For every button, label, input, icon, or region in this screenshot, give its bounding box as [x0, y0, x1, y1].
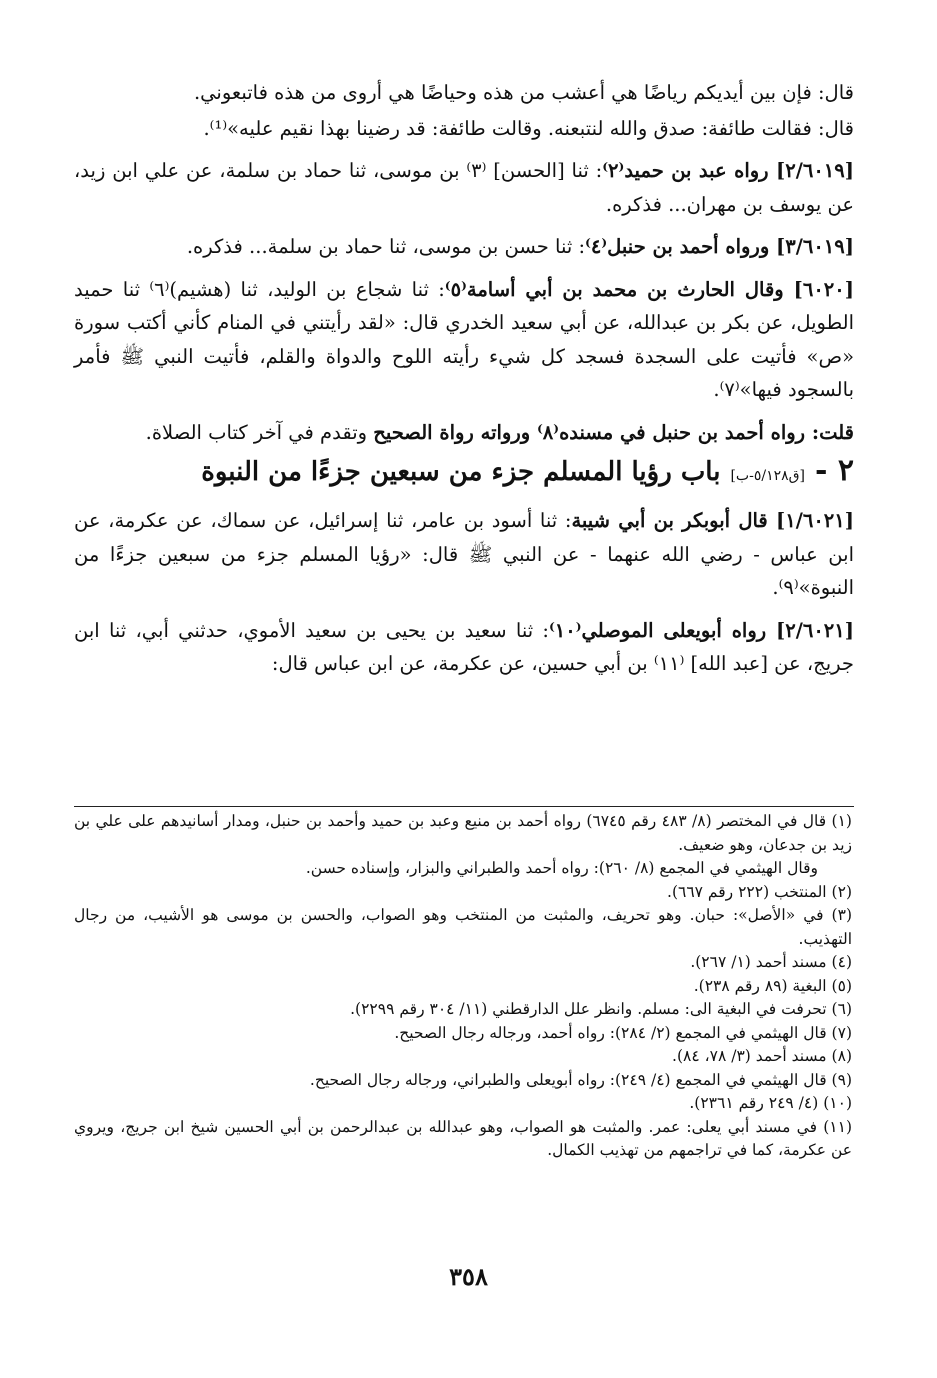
paragraph: [74, 76, 854, 110]
footnote: [74, 881, 854, 905]
footnote-number: (٥): [831, 976, 852, 995]
hadith-entry: [74, 273, 854, 407]
page-number: ٣٥٨: [449, 1262, 488, 1291]
editor-note: [74, 416, 854, 450]
footnote-text: تحرفت في البغية الى: مسلم. وانظر علل الدارقطني (١١/ ٣٠٤ رقم ٢٢٩٩).: [350, 1000, 827, 1018]
footnote-number: (٩): [831, 1070, 852, 1089]
hadith-text: : ثنا سعيد بن يحيى بن سعيد الأموي، حدثني أبي، ثنا ابن جريج، عن [عبد الله] ⁽١١⁾ بن أبي حسين، عن عكرمة، عن ابن عباس قال:: [74, 618, 854, 675]
footnote-number: (١٠): [823, 1094, 852, 1112]
manuscript-marker: [ق٥/١٢٨-ب]: [730, 468, 805, 484]
paragraph-text: قال: فقالت طائفة: صدق والله لنتبعنه. وقالت طائفة: قد رضينا بهذا نقيم عليه»⁽¹⁾.: [203, 116, 854, 140]
footnote-divider: [74, 806, 854, 807]
hadith-text: : ثنا حسن بن موسى، ثنا حماد بن سلمة... فذكره.: [186, 235, 586, 258]
chapter-title: باب رؤيا المسلم جزء من سبعين جزءًا من النبوة: [201, 457, 721, 487]
footnote-number: (٨): [831, 1047, 852, 1065]
footnote-text: قال في المختصر (٨/ ٤٨٣ رقم ٦٧٤٥) رواه أحمد بن منيع وعبد بن حميد وأحمد بن حنبل، ومدار أسانيدهم على علي بن زيد بن جدعان، وهو ضعيف.: [74, 812, 852, 854]
hadith-entry: [74, 504, 854, 605]
footnote-text: في مسند أبي يعلى: عمر. والمثبت هو الصواب، وهو عبدالله بن عبدالرحمن بن أبي الحسين شيخ ابن جريج، ويروي عن عكرمة، كما في تراجمهم من تهذيب الكمال.: [74, 1117, 852, 1159]
hadith-reference: [٢/٦٠١٩] رواه عبد بن حميد⁽٢⁾: [602, 159, 854, 182]
footnote: [74, 810, 854, 881]
footnote-text: البغية (٨٩ رقم ٢٣٨).: [693, 976, 827, 995]
main-text: [74, 76, 854, 690]
hadith-text: : ثنا شجاع بن الوليد، ثنا (هشيم)⁽٦⁾ ثنا حميد الطويل، عن بكر بن عبدالله، عن أبي سعيد الخدري قال: «لقد رأيتني في المنام كأني أكتب سورة «ص» فأتيت على السجدة فسجد كل شيء رأيته اللوح والدواة والقلم، فأتيت النبي ﷺ فأمر بالسجود فيها»⁽٧⁾.: [74, 277, 854, 401]
hadith-text: : ثنا أسود بن عامر، ثنا إسرائيل، عن سماك، عن عكرمة، عن ابن عباس - رضي الله عنهما - عن النبي ﷺ قال: «رؤيا المسلم جزء من سبعين جزءًا من النبوة»⁽٩⁾.: [74, 509, 854, 599]
footnote-number: (٧): [831, 1023, 852, 1042]
note-text: وتقدم في آخر كتاب الصلاة.: [145, 420, 374, 444]
footnote: [74, 1116, 854, 1163]
footnote-text: المنتخب (٢٢٢ رقم ٦٦٧).: [667, 882, 827, 901]
hadith-reference: [٢/٦٠٢١] رواه أبويعلى الموصلي⁽١٠⁾: [548, 618, 854, 642]
footnote-text: (٤/ ٢٤٩ رقم ٢٣٦١).: [689, 1094, 819, 1112]
hadith-reference: [٦٠٢٠] وقال الحارث بن محمد بن أبي أسامة⁽٥⁾: [444, 277, 854, 301]
hadith-entry: [74, 230, 854, 264]
hadith-reference: [١/٦٠٢١] قال أبوبكر بن أبي شيبة: [571, 509, 854, 532]
footnote-continuation: وقال الهيثمي في المجمع (٨/ ٢٦٠): رواه أحمد والطبراني والبزار، وإسناده حسن.: [305, 859, 818, 877]
footnote-number: (١): [831, 812, 852, 830]
footnote-text: مسند أحمد (١/ ٢٦٧).: [690, 953, 827, 971]
paragraph: [74, 112, 854, 146]
footnote-number: (٤): [831, 953, 852, 971]
footnote: [74, 1092, 854, 1116]
footnote-text: قال الهيثمي في المجمع (٤/ ٢٤٩): رواه أبويعلى والطبراني، ورجاله رجال الصحيح.: [309, 1070, 827, 1089]
note-reference: قلت: رواه أحمد بن حنبل في مسنده⁽٨⁾ ورواته رواة الصحيح: [373, 420, 854, 444]
footnote: [74, 904, 854, 951]
footnote: [74, 1022, 854, 1046]
footnote-text: مسند أحمد (٣/ ٧٨، ٨٤).: [672, 1047, 827, 1065]
footnote: [74, 951, 854, 975]
footnote: [74, 1045, 854, 1069]
footnote: [74, 1069, 854, 1093]
hadith-text: : ثنا [الحسن] ⁽٣⁾ بن موسى، ثنا حماد بن سلمة، عن علي ابن زيد، عن يوسف بن مهران... فذكره.: [74, 159, 854, 216]
footnote-text: قال الهيثمي في المجمع (٢/ ٢٨٤): رواه أحمد، ورجاله رجال الصحيح.: [394, 1023, 827, 1042]
chapter-number: ٢ -: [814, 453, 854, 488]
footnote: [74, 998, 854, 1022]
hadith-entry: [74, 154, 854, 221]
footnote-number: (٦): [831, 1000, 852, 1018]
chapter-heading: [74, 451, 854, 496]
footnote-number: (٢): [831, 882, 852, 901]
paragraph-text: قال: فإن بين أيديكم رياضًا هي أعشب من هذه وحياضًا هي أروى من هذه فاتبعوني.: [193, 81, 854, 104]
footnote-number: (٣): [831, 906, 852, 924]
footnote: [74, 975, 854, 999]
footnote-number: (١١): [823, 1117, 852, 1136]
footnote-text: في «الأصل»: حبان. وهو تحريف، والمثبت من المنتخب وهو الصواب، والحسن بن موسى هو الأشيب، من رجال التهذيب.: [74, 906, 852, 948]
hadith-entry: [74, 614, 854, 681]
footnotes: [74, 810, 854, 1163]
hadith-reference: [٣/٦٠١٩] ورواه أحمد بن حنبل⁽٤⁾: [585, 235, 854, 258]
